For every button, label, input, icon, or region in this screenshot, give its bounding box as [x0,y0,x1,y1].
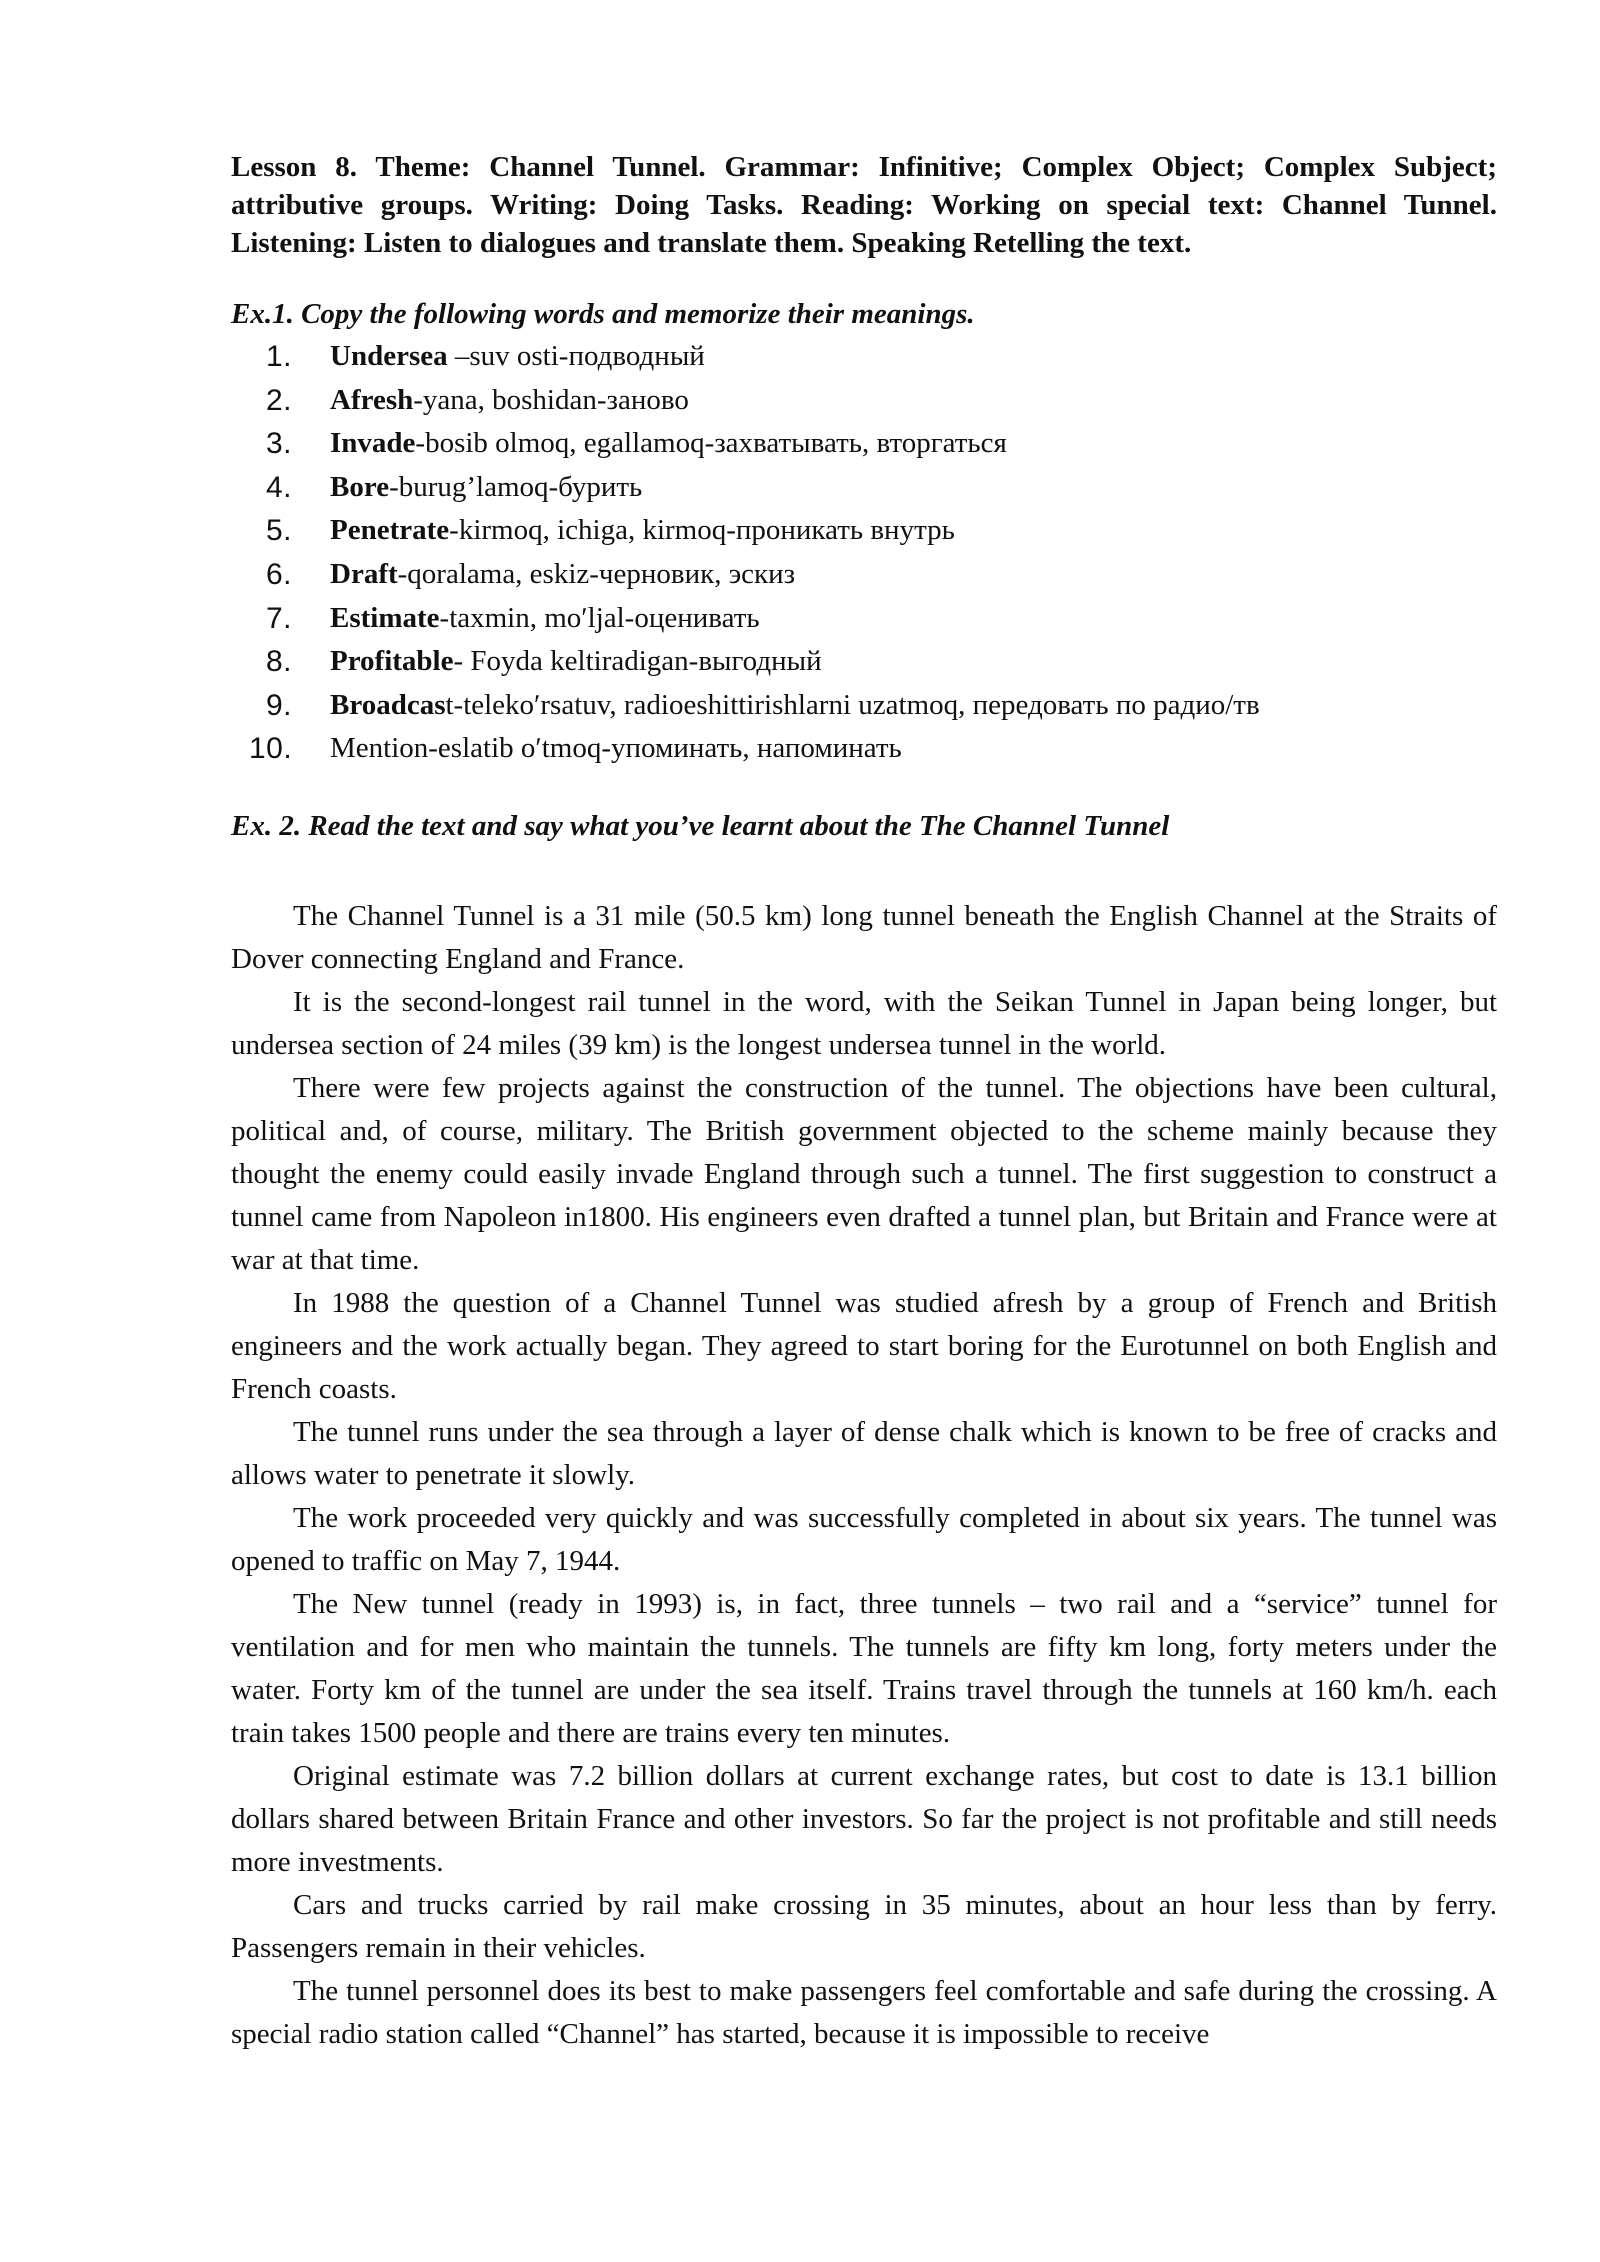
exercise-1-title: Ex.1. Copy the following words and memorize their meanings. [231,298,975,330]
vocab-term: Draft [330,557,398,590]
vocab-number: 5. [266,514,293,548]
vocab-item [231,597,1497,641]
vocab-translation: -kirmoq, ichiga, kirmoq-проникать внутрь [449,514,955,547]
text-paragraph: The work proceeded very quickly and was successfully completed in about six years. The tunnel was opened to traffic on May 7, 1944. [231,1501,1497,1577]
vocab-translation: Mention-eslatib oʹtmoq-упоминать, напоминать [330,732,902,765]
vocab-item [231,335,1497,379]
vocab-item [231,553,1497,597]
vocab-item [231,640,1497,684]
vocab-term: Afresh [330,383,414,416]
exercise-2-title: Ex. 2. Read the text and say what you’ve learnt about the The Channel Tunnel [231,809,1170,842]
text-paragraph: The New tunnel (ready in 1993) is, in fact, three tunnels – two rail and a “service” tunnel for ventilation and for men who maintain the tunnels. The tunnels are fifty km long, forty meters under the water. Forty km of the tunnel are under the sea itself. Trains travel through the tunnels at 160 km/h. each train takes 1500 people and there are trains every ten minutes. [231,1587,1497,1749]
vocab-item [231,684,1497,728]
vocab-number: 1. [266,340,293,373]
vocab-item [231,422,1497,466]
text-paragraph: There were few projects against the construction of the tunnel. The objections have been cultural, political and, of course, military. The British government objected to the scheme mainly because they thought the enemy could easily invade England through such a tunnel. The first suggestion to construct a tunnel came from Napoleon in1800. His engineers even drafted a tunnel plan, but Britain and France were at war at that time. [231,1071,1497,1276]
text-paragraph: The Channel Tunnel is a 31 mile (50.5 km) long tunnel beneath the English Channel at the Straits of Dover connecting England and France. [231,899,1497,975]
vocab-term: Undersea [330,340,448,372]
document-page [231,148,1497,2056]
vocab-number: 9. [266,688,293,722]
vocab-translation: –suv osti-подводный [447,340,705,372]
vocab-translation: t-telekoʹrsatuv, radioeshittirishlarni uzatmoq, передовать по радио/тв [445,688,1260,721]
vocab-item [231,466,1497,510]
vocab-translation: -burug’lamoq-бурить [389,470,643,503]
vocab-item [231,379,1497,423]
text-paragraph: Original estimate was 7.2 billion dollars at current exchange rates, but cost to date is 13.1 billion dollars shared between Britain France and other investors. So far the project is not profitable and still needs more investments. [231,1759,1497,1878]
vocab-translation: - Foyda keltiradigan-выгодный [453,645,822,678]
vocab-number: 2. [266,383,293,417]
lesson-heading: Lesson 8. Theme: Channel Tunnel. Grammar: Infinitive; Complex Object; Complex Subject; attributive groups. Writing: Doing Tasks. Reading: Working on special text: Channel Tunnel. Listening: Listen to dialogues and translate them. Speaking Retelling the text. [231,151,1497,259]
vocab-translation: -bosib olmoq, egallamoq-захватывать, вторгаться [415,427,1007,460]
vocab-translation: -qoralama, eskiz-черновик, эскиз [397,557,796,590]
vocab-number: 3. [266,427,293,461]
vocab-term: Profitable [330,645,454,678]
vocab-number: 7. [266,601,293,635]
text-paragraph: The tunnel personnel does its best to make passengers feel comfortable and safe during the crossing. A special radio station called “Channel” has started, because it is impossible to receive [231,1974,1497,2050]
vocab-term: Broadcas [330,688,446,721]
text-paragraph: The tunnel runs under the sea through a layer of dense chalk which is known to be free of cracks and allows water to penetrate it slowly. [231,1415,1497,1491]
vocab-term: Estimate [330,601,440,634]
vocab-number: 10. [249,732,293,766]
vocab-translation: -taxmin, moʹljal-оценивать [439,601,760,634]
vocab-translation: -yana, boshidan-заново [413,383,689,416]
vocab-number: 8. [266,645,293,679]
vocab-number: 6. [266,557,293,591]
text-paragraph: In 1988 the question of a Channel Tunnel was studied afresh by a group of French and British engineers and the work actually began. They agreed to start boring for the Eurotunnel on both English and French coasts. [231,1286,1497,1405]
vocab-term: Invade [330,427,416,460]
vocab-term: Bore [330,470,390,503]
vocab-number: 4. [266,470,293,504]
vocab-item [231,509,1497,553]
text-paragraph: Cars and trucks carried by rail make crossing in 35 minutes, about an hour less than by ferry. Passengers remain in their vehicles. [231,1888,1497,1964]
text-paragraph: It is the second-longest rail tunnel in the word, with the Seikan Tunnel in Japan being longer, but undersea section of 24 miles (39 km) is the longest undersea tunnel in the world. [231,985,1497,1061]
vocabulary-list [231,335,1497,771]
vocab-item [231,727,1497,771]
vocab-term: Penetrate [330,514,450,547]
reading-text [231,895,1497,2056]
